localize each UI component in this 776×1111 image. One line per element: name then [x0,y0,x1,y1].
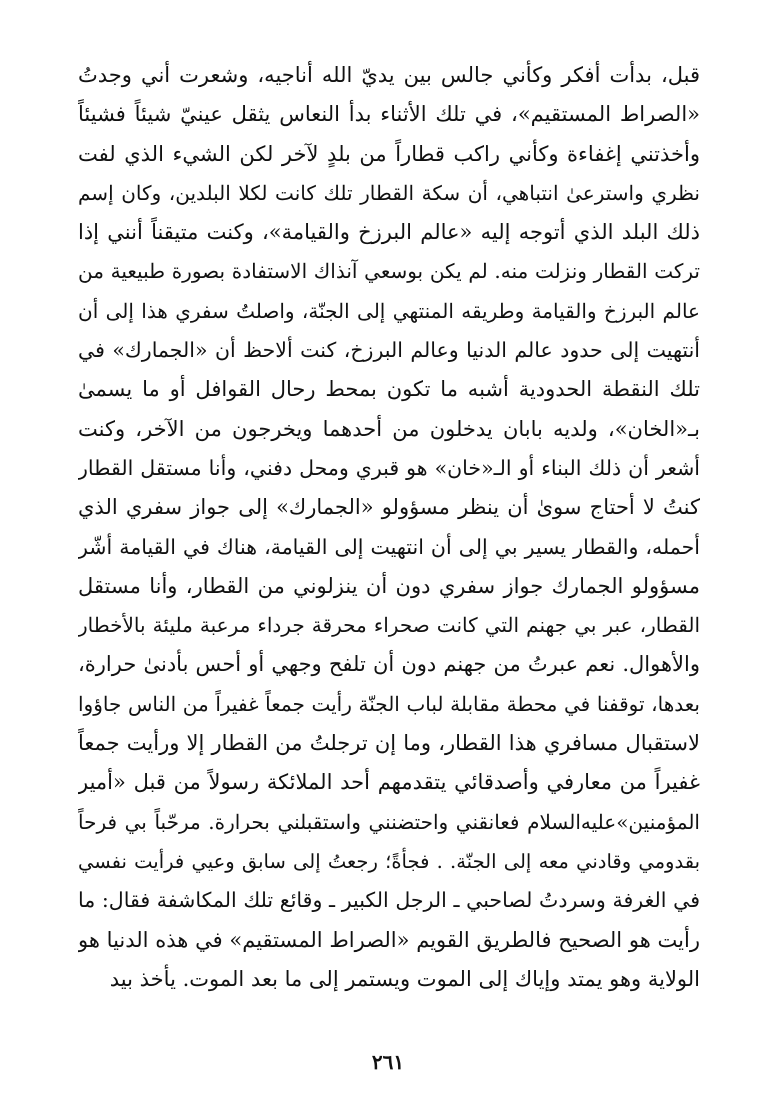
text-line: لاستقبال مسافري هذا القطار، وما إن ترجلتُ من القطار إلا ورأيت جمعاً [78,731,700,756]
text-line: وأخذتني إغفاءة وكأني راكب قطاراً من بلدٍ لآخر لكن الشيء الذي لفت [78,141,700,166]
text-line: بـ«الخان»، ولديه بابان يدخلون من أحدهما ويخرجون من الآخر، وكنت [78,416,700,441]
text-line: المؤمنين»عليه‌السلام فعانقني واحتضنني واستقبلني بحرارة. مرحّباً بي فرحاً [78,809,700,834]
text-line: الولاية وهو يمتد وإياك إلى الموت ويستمر إلى ما بعد الموت. يأخذ بيد [109,966,700,991]
text-line: والأهوال. نعم عبرتُ من جهنم دون أن تلفح وجهي أو أحس بأدنىٰ حرارة، [78,652,700,677]
text-line: كنتُ لا أحتاج سوىٰ أن ينظر مسؤولو «الجمارك» إلى جواز سفري الذي [78,495,700,520]
text-line: بعدها، توقفنا في محطة مقابلة لباب الجنّة رأيت جمعاً غفيراً من الناس جاؤوا [78,691,700,716]
text-line: أنتهيت إلى حدود عالم الدنيا وعالم البرزخ، كنت ألاحظ أن «الجمارك» في [78,338,700,363]
text-line: القطار، عبر بي جهنم التي كانت صحراء محرقة جرداء مرعبة مليئة بالأخطار [78,613,700,638]
text-line: قبل، بدأت أفكر وكأني جالس بين يديّ الله أناجيه، وشعرت أني وجدتُ [78,63,700,87]
body-text [78,56,700,999]
page-number: ٢٦١ [371,1050,405,1074]
text-line: أحمله، والقطار يسير بي إلى أن انتهيت إلى القيامة، هناك في القيامة أشّر [78,534,700,559]
text-line: نظري واسترعىٰ انتباهي، أن سكة القطار تلك كانت لكلا البلدين، وكان إسم [78,180,700,205]
text-line: تلك النقطة الحدودية أشبه ما تكون بمحط رحال القوافل أو ما يسمىٰ [78,377,700,402]
text-line: بقدومي وقادني معه إلى الجنّة. . فجأةً؛ رجعتُ إلى سابق وعيي فرأيت نفسي [78,849,700,873]
text-line: «الصراط المستقيم»، في تلك الأثناء بدأ النعاس يثقل عينيّ شيئاً فشيئاً [78,102,700,127]
text-line: تركت القطار ونزلت منه. لم يكن بوسعي آنذاك الاستفادة بصورة طبيعية من [78,259,700,284]
text-line: ذلك البلد الذي أتوجه إليه «عالم البرزخ والقيامة»، وكنت متيقناً أنني إذا [78,220,700,245]
text-line: عالم البرزخ والقيامة وطريقه المنتهي إلى الجنّة، واصلتُ سفري هذا إلى أن [78,298,700,323]
text-line: مسؤولو الجمارك جواز سفري دون أن ينزلوني من القطار، وأنا مستقل [78,573,700,598]
text-line: في الغرفة وسردتُ لصاحبي ـ الرجل الكبير ـ وقائع تلك المكاشفة فقال: ما [78,888,700,913]
text-line: أشعر أن ذلك البناء أو الـ«خان» هو قبري ومحل دفني، وأنا مستقل القطار [78,455,700,480]
text-line: غفيراً من معارفي وأصدقائي يتقدمهم أحد الملائكة رسولاً من قبل «أمير [78,770,700,795]
text-line: رأيت هو الصحيح فالطريق القويم «الصراط المستقيم» في هذه الدنيا هو [78,927,700,952]
